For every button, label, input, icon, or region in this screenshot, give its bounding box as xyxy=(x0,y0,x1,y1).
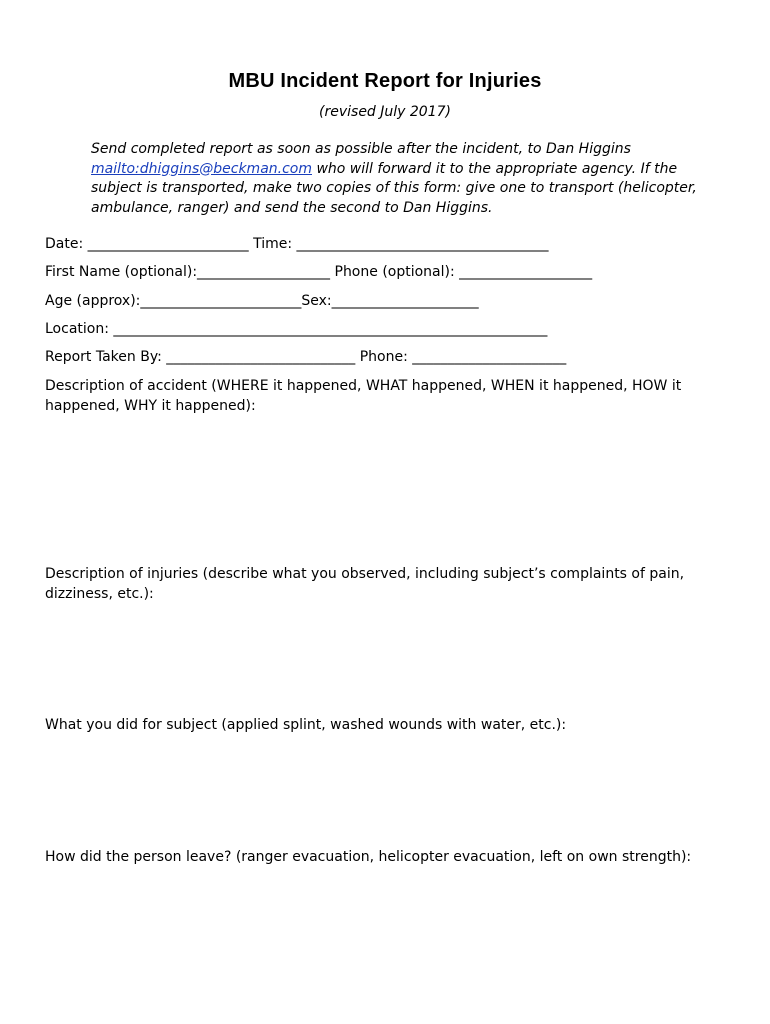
revision-note: (revised July 2017) xyxy=(319,104,451,120)
name-phone-field-row[interactable]: First Name (optional):___________________ Phone (optional): ___________________ xyxy=(45,264,593,280)
instructions-text-start: Send completed report as soon as possible after the incident, to Dan Higgins xyxy=(91,141,631,157)
accident-description-prompt: Description of accident (WHERE it happened, WHAT happened, WHEN it happened, HOW it happened, WHY it happened): xyxy=(45,378,682,414)
location-field-row[interactable]: Location: ______________________________________________________________ xyxy=(45,321,548,337)
departure-prompt: How did the person leave? (ranger evacuation, helicopter evacuation, left on own strength): xyxy=(45,849,692,865)
email-link[interactable]: mailto:dhiggins@beckman.com xyxy=(91,160,312,177)
page-title: MBU Incident Report for Injuries xyxy=(228,70,542,92)
instructions-text-end: who will forward it to the appropriate agency. If the subject is transported, make two copies of this form: give one to transport (helicopter, ambulance, ranger) and send the second to Dan Higgins. xyxy=(91,160,697,216)
age-sex-field-row[interactable]: Age (approx):_______________________Sex:_____________________ xyxy=(45,293,479,309)
report-taken-field-row[interactable]: Report Taken By: ___________________________ Phone: ______________________ xyxy=(45,349,567,365)
treatment-prompt: What you did for subject (applied splint, washed wounds with water, etc.): xyxy=(45,717,567,733)
instructions-paragraph xyxy=(91,140,731,218)
injury-description-prompt: Description of injuries (describe what you observed, including subject’s complaints of pain, dizziness, etc.): xyxy=(45,566,685,602)
date-time-field-row[interactable]: Date: _______________________ Time: ____________________________________ xyxy=(45,236,549,252)
